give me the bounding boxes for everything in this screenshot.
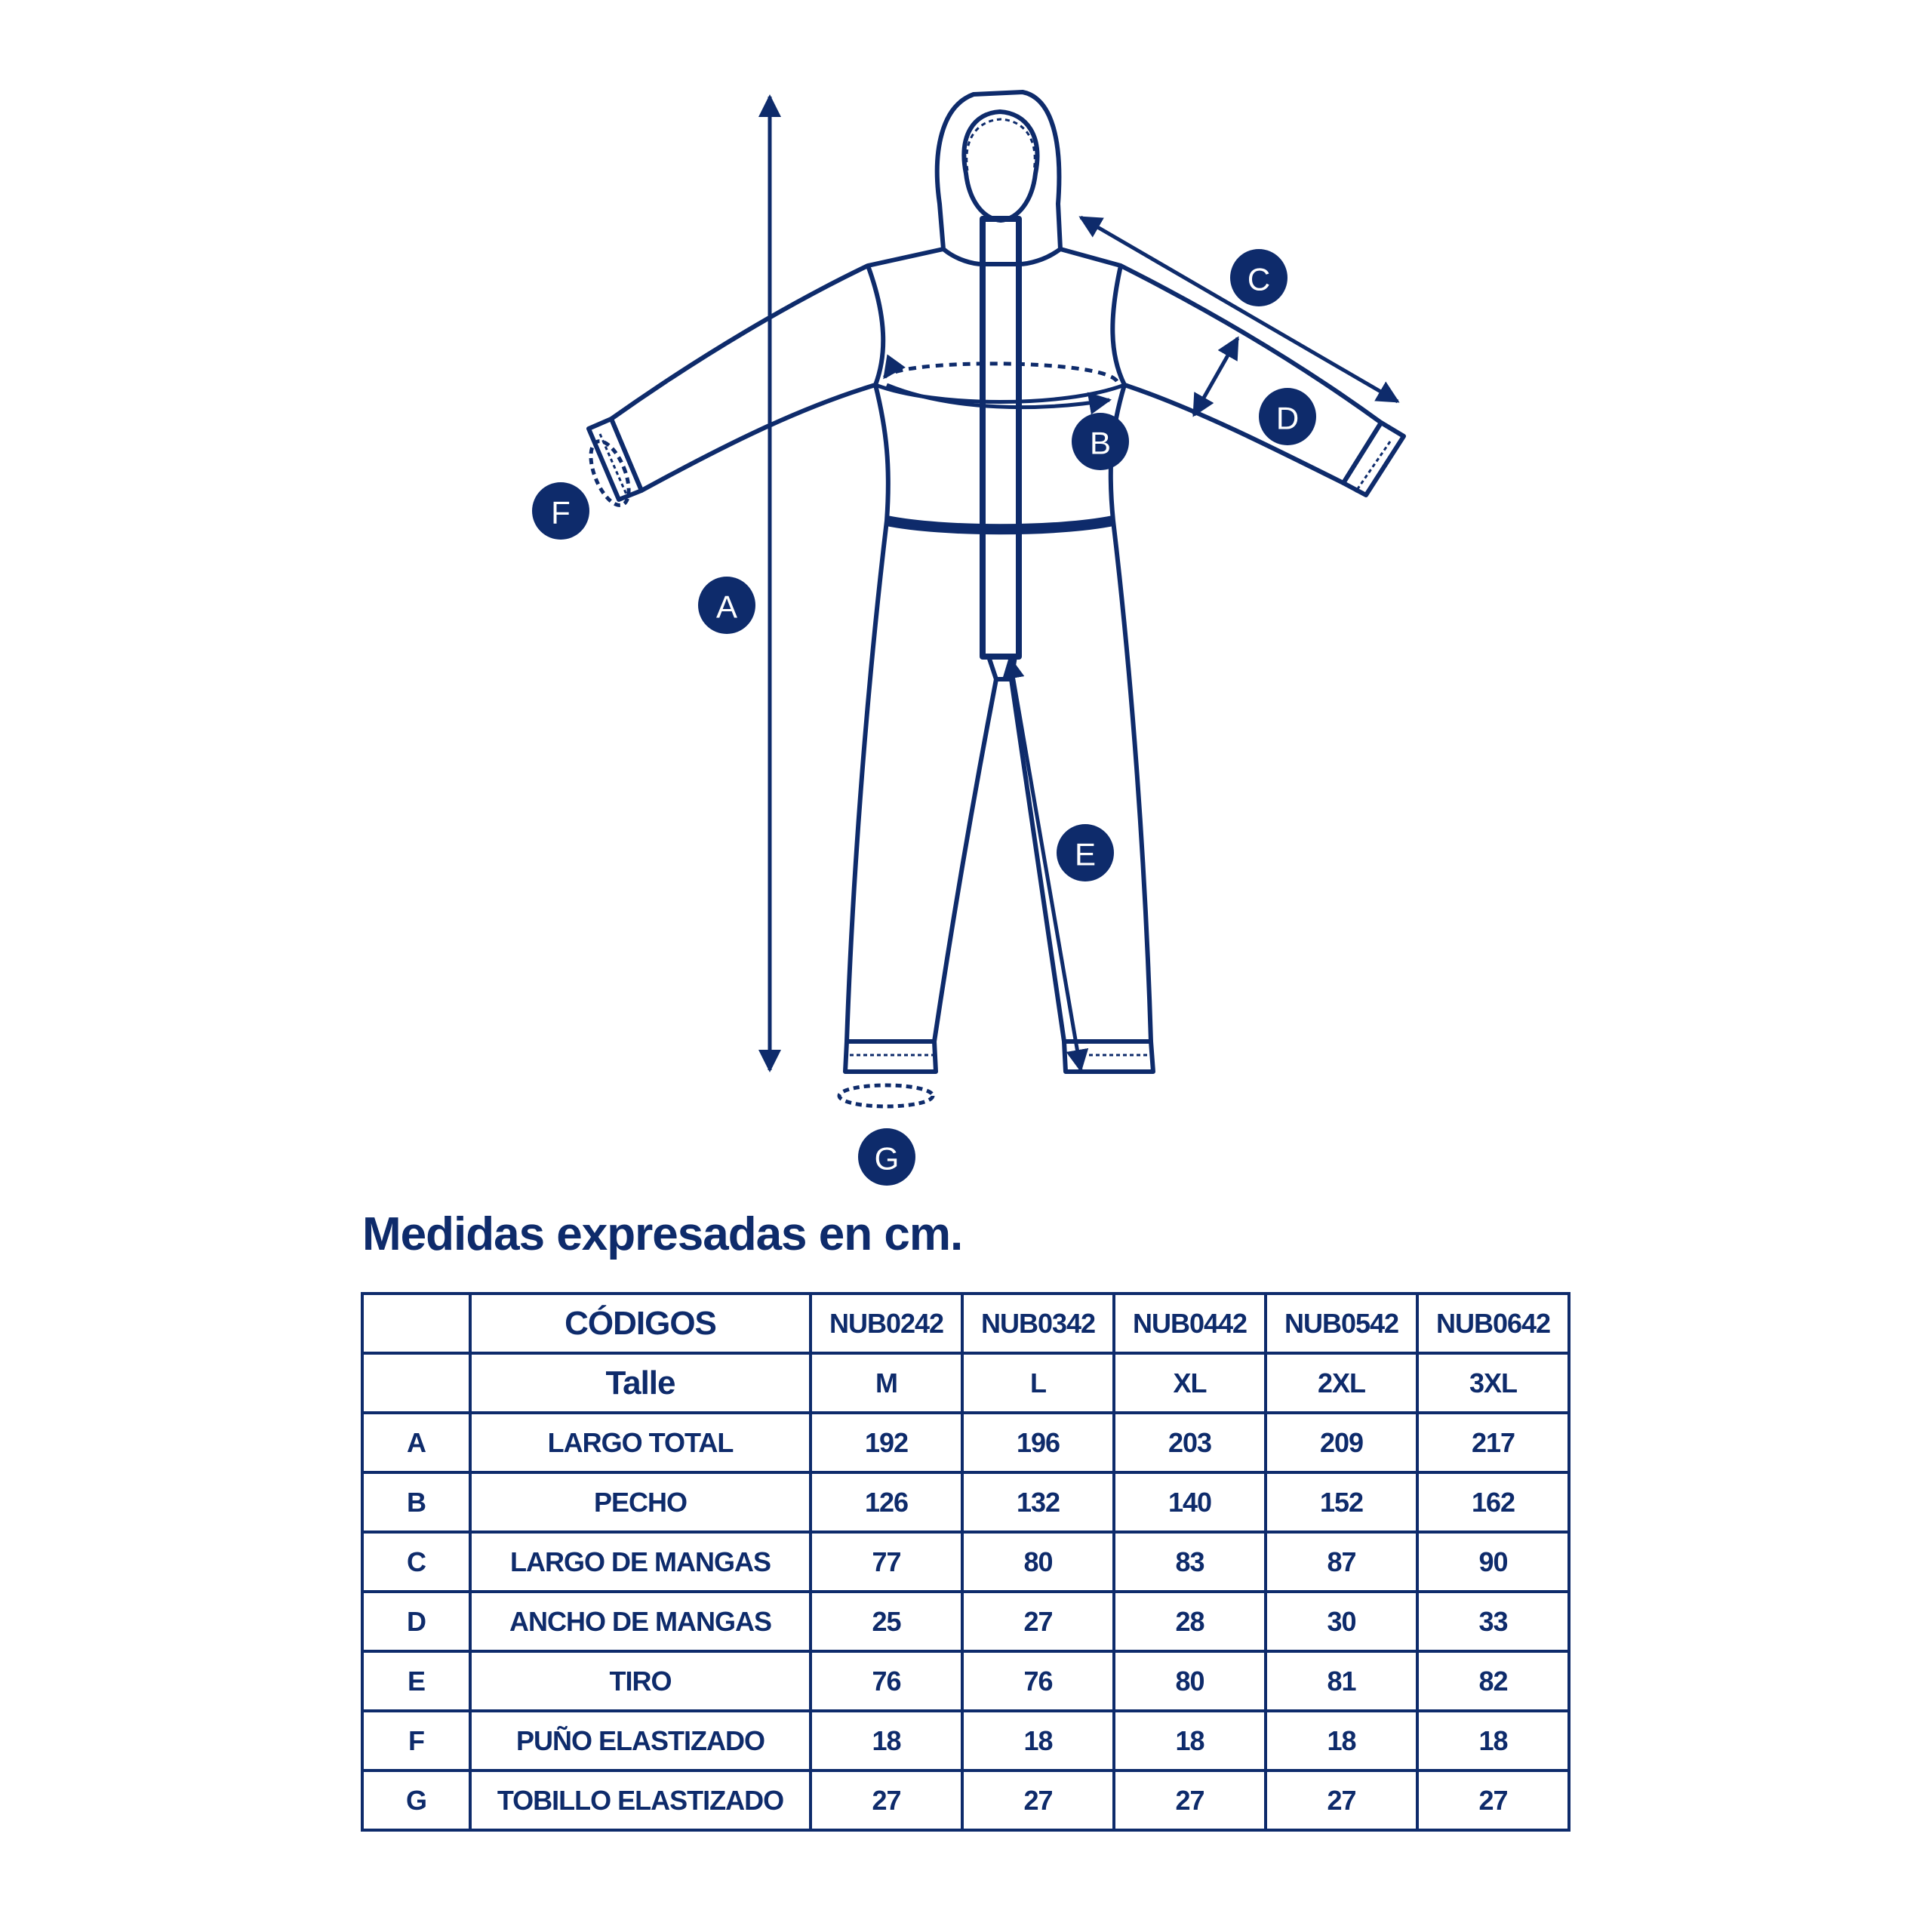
value-cell: 18 [1114,1711,1266,1770]
value-cell: 83 [1114,1532,1266,1592]
size-cell: 3XL [1417,1353,1569,1413]
code-cell: NUB0242 [811,1294,962,1353]
row-letter: B [362,1472,470,1532]
value-cell: 81 [1266,1651,1417,1711]
badge-D-text: D [1275,400,1300,436]
value-cell: 162 [1417,1472,1569,1532]
arrow-B [884,364,1117,381]
value-cell: 27 [1114,1770,1266,1830]
table-row [362,1532,1569,1592]
size-table [361,1292,1571,1832]
table-title: Medidas expresadas en cm. [362,1208,963,1260]
table-row [362,1592,1569,1651]
value-cell: 217 [1417,1413,1569,1472]
face-opening [964,112,1037,220]
value-cell: 27 [962,1770,1114,1830]
size-cell: 2XL [1266,1353,1417,1413]
right-cuff [1343,423,1404,495]
left-ankle-cuff [845,1041,936,1072]
arrow-G [839,1085,933,1106]
code-cell: NUB0642 [1417,1294,1569,1353]
empty-cell [362,1294,470,1353]
table-row [362,1413,1569,1472]
value-cell: 132 [962,1472,1114,1532]
value-cell: 77 [811,1532,962,1592]
size-cell: M [811,1353,962,1413]
value-cell: 152 [1266,1472,1417,1532]
row-name: LARGO TOTAL [470,1413,811,1472]
badge-F [532,482,589,540]
left-cuff [589,419,641,500]
code-cell: NUB0342 [962,1294,1114,1353]
value-cell: 27 [1266,1770,1417,1830]
value-cell: 18 [811,1711,962,1770]
value-cell: 28 [1114,1592,1266,1651]
size-label: Talle [470,1353,811,1413]
zipper-placket [983,219,1019,657]
hood [937,92,1060,264]
row-name: PUÑO ELASTIZADO [470,1711,811,1770]
row-name: PECHO [470,1472,811,1532]
table-row [362,1472,1569,1532]
badge-C-text: C [1247,261,1271,297]
value-cell: 209 [1266,1413,1417,1472]
value-cell: 196 [962,1413,1114,1472]
value-cell: 18 [962,1711,1114,1770]
value-cell: 76 [811,1651,962,1711]
value-cell: 27 [811,1770,962,1830]
codes-label: CÓDIGOS [470,1294,811,1353]
badge-A-text: A [715,589,738,625]
badge-D [1259,388,1316,445]
value-cell: 25 [811,1592,962,1651]
row-letter: A [362,1413,470,1472]
row-name: TOBILLO ELASTIZADO [470,1770,811,1830]
badge-E [1057,824,1114,881]
badge-G-text: G [874,1140,900,1177]
table-row [362,1770,1569,1830]
value-cell: 192 [811,1413,962,1472]
table-row [362,1711,1569,1770]
row-name: ANCHO DE MANGAS [470,1592,811,1651]
value-cell: 90 [1417,1532,1569,1592]
value-cell: 203 [1114,1413,1266,1472]
codes-row [362,1294,1569,1353]
value-cell: 82 [1417,1651,1569,1711]
value-cell: 33 [1417,1592,1569,1651]
value-cell: 30 [1266,1592,1417,1651]
badge-C [1230,249,1287,306]
arrow-D [1194,338,1238,415]
empty-cell [362,1353,470,1413]
row-name: TIRO [470,1651,811,1711]
size-cell: L [962,1353,1114,1413]
torso [868,249,1124,529]
left-sleeve [611,266,875,491]
value-cell: 80 [1114,1651,1266,1711]
code-cell: NUB0442 [1114,1294,1266,1353]
badge-E-text: E [1074,836,1097,872]
value-cell: 27 [962,1592,1114,1651]
badge-B [1072,413,1129,470]
value-cell: 80 [962,1532,1114,1592]
sizes-row [362,1353,1569,1413]
size-cell: XL [1114,1353,1266,1413]
value-cell: 126 [811,1472,962,1532]
badge-B-text: B [1089,425,1112,461]
value-cell: 140 [1114,1472,1266,1532]
legs [847,521,1151,1041]
badge-A [698,577,755,634]
row-name: LARGO DE MANGAS [470,1532,811,1592]
row-letter: F [362,1711,470,1770]
row-letter: D [362,1592,470,1651]
value-cell: 27 [1417,1770,1569,1830]
badge-F-text: F [551,494,571,531]
arrow-C [1081,217,1398,401]
table-row [362,1651,1569,1711]
value-cell: 87 [1266,1532,1417,1592]
value-cell: 18 [1417,1711,1569,1770]
row-letter: E [362,1651,470,1711]
row-letter: G [362,1770,470,1830]
code-cell: NUB0542 [1266,1294,1417,1353]
value-cell: 76 [962,1651,1114,1711]
badge-G [858,1128,915,1186]
row-letter: C [362,1532,470,1592]
value-cell: 18 [1266,1711,1417,1770]
